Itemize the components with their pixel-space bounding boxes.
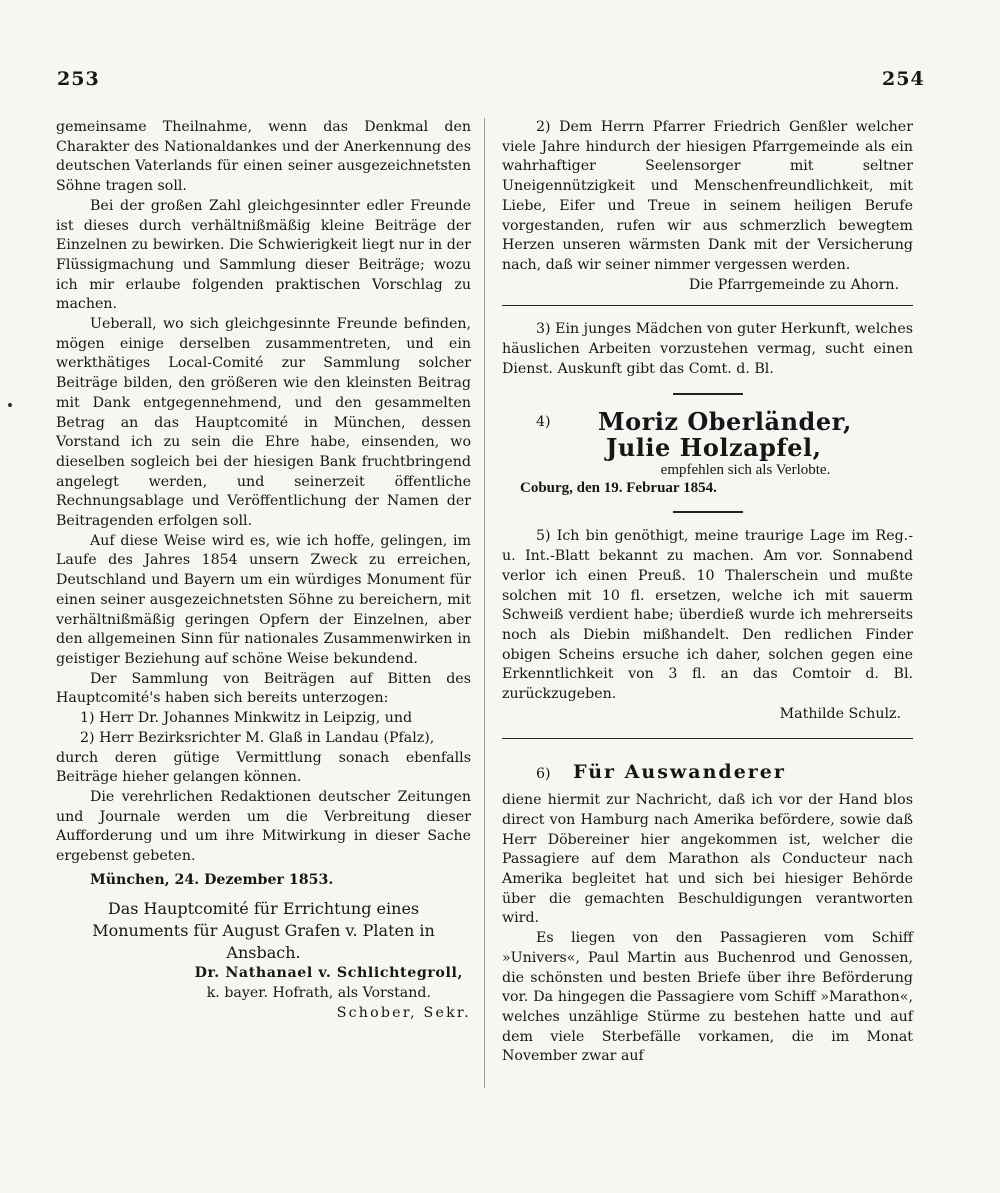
committee-title: Das Hauptcomité für Errichtung eines Monuments für August Grafen v. Platen in Ansbach. <box>92 899 435 963</box>
column-divider <box>484 118 485 1088</box>
page-number-right: 254 <box>882 68 925 90</box>
separator-rule <box>502 305 913 306</box>
list-item: 2) Herr Bezirksrichter M. Glaß in Landau (Pfalz), <box>80 729 435 746</box>
engagement-name-2: Julie Holzapfel, <box>606 433 822 463</box>
paragraph: gemeinsame Theilnahme, wenn das Denkmal den Charakter des Nationaldankes und der Anerkennung des deutschen Vaterlands für einen seiner ausgezeichnetsten Söhne tragen soll. <box>56 119 471 195</box>
notice-4 <box>502 409 913 479</box>
separator-rule <box>673 393 743 395</box>
signature-secretary: Schober, Sekr. <box>336 1004 471 1021</box>
left-column <box>56 118 471 1024</box>
paragraph: Auf diese Weise wird es, wie ich hoffe, gelingen, im Laufe des Jahres 1854 unsern Zweck zu erreichen, Deutschland und Bayern um ein würdiges Monument für einen seiner ausgezeichnetsten Söhne zu bereichern, mit verhältnißmäßig geringen Opfern der Einzelnen, aber den allgemeinen Sinn für nationales Zusammenwirken in geistiger Beziehung auf schöne Weise bekundend. <box>56 532 471 667</box>
notice-6-title: Für Auswanderer <box>573 761 786 784</box>
page-number-left: 253 <box>57 68 100 90</box>
separator-rule <box>502 738 913 739</box>
notice-6-paragraph: diene hiermit zur Nachricht, daß ich vor der Hand blos direct von Hamburg nach Amerika befördere, sowie daß Herr Döbereiner hier angekommen ist, welcher die Passagiere auf dem Marathon als Conducteur nach Amerika begleitet hat und sich bei hiesiger Behörde über die gemachten Beschuldigungen verantworten wird. <box>502 792 913 927</box>
paragraph: Ueberall, wo sich gleichgesinnte Freunde befinden, mögen einige derselben zusammentreten, und ein werkthätiges Local-Comité zur Sammlung solcher Beiträge bilden, den größeren wie den kleinsten Beitrag mit Dank entgegennehmend, und den gesammelten Betrag an das Hauptcomité in München, dessen Vorstand ich zu sein die Ehre habe, einsenden, wo dieselben sogleich bei der hiesigen Bank fruchtbringend angelegt werden, und seinerzeit öffentliche Rechnungsablage und Veröffentlichung der Namen der Beitragenden erfolgen soll. <box>56 316 471 530</box>
engagement-name-1: Moriz Oberländer, <box>598 407 852 437</box>
notice-6-paragraph: Es liegen von den Passagieren vom Schiff »Univers«, Paul Martin aus Buchenrod und Genossen, die schönsten und besten Briefe über ihre Beförderung vor. Da hingegen die Passagiere vom Schiff »Marathon«, welches unzählige Stürme zu bestehen hatte und auf dem viele Sterbefälle vorkamen, die im Monat November zwar auf <box>502 930 913 1065</box>
notice-3: 3) Ein junges Mädchen von guter Herkunft, welches häuslichen Arbeiten vorzustehen vermag, sucht einen Dienst. Auskunft gibt das Comt. d. Bl. <box>502 321 913 377</box>
notice-2: 2) Dem Herrn Pfarrer Friedrich Genßler welcher viele Jahre hindurch der hiesigen Pfarrgemeinde als ein wahrhaftiger Seelensorger mit seltner Uneigennützigkeit und Menschenfreundlichkeit, mit Liebe, Eifer und Treue in seinem heiligen Berufe vorgestanden, rufen wir aus schmerzlich bewegtem Herzen unseren wärmsten Dank mit der Versicherung nach, daß wir seiner nimmer vergessen werden. <box>502 119 913 273</box>
notice-2-signature: Die Pfarrgemeinde zu Ahorn. <box>688 276 899 293</box>
paragraph: Die verehrlichen Redaktionen deutscher Zeitungen und Journale werden um die Verbreitung dieser Aufforderung und um ihre Mitwirkung in dieser Sache ergebenst gebeten. <box>56 788 471 865</box>
separator-rule <box>673 511 743 513</box>
notice-number: 4) <box>536 414 551 431</box>
margin-dot <box>8 403 12 407</box>
right-column <box>502 118 913 1067</box>
notice-5-signature: Mathilde Schulz. <box>779 705 901 722</box>
notice-6-heading <box>502 763 913 785</box>
signature-title: k. bayer. Hofrath, als Vorstand. <box>206 985 431 1002</box>
signature-name: Dr. Nathanael v. Schlichtegroll, <box>194 965 463 982</box>
engagement-text: empfehlen sich als Verlobte. <box>660 462 831 479</box>
notice-5: 5) Ich bin genöthigt, meine traurige Lage im Reg.- u. Int.-Blatt bekannt zu machen. Am vor. Sonnabend verlor ich einen Preuß. 10 Thalerschein und mußte solchen mit 10 fl. ersetzen, welche ich mit sauerm Schweiß verdient habe; überdieß wurde ich mehrerseits noch als Diebin mißhandelt. Den redlichen Finder obigen Scheins ersuche ich daher, solchen gegen eine Erkenntlichkeit von 3 fl. an das Comtoir d. Bl. zurückzugeben. <box>502 528 913 703</box>
list-item: 1) Herr Dr. Johannes Minkwitz in Leipzig, und <box>80 710 413 727</box>
paragraph: durch deren gütige Vermittlung sonach ebenfalls Beiträge hieher gelangen können. <box>56 749 471 786</box>
paragraph: Der Sammlung von Beiträgen auf Bitten des Hauptcomité's haben sich bereits unterzogen: <box>56 670 471 707</box>
place-date: München, 24. Dezember 1853. <box>90 871 334 888</box>
notice-number: 6) <box>536 766 551 783</box>
paragraph: Bei der großen Zahl gleichgesinnter edler Freunde ist dieses durch verhältnißmäßig kleine Beiträge der Einzelnen zu bewirken. Die Schwierigkeit liegt nur in der Flüssigmachung und Sammlung dieser Beiträge; wozu ich mir erlaube folgenden praktischen Vorschlag zu machen. <box>56 197 471 313</box>
engagement-date: Coburg, den 19. Februar 1854. <box>520 480 717 497</box>
